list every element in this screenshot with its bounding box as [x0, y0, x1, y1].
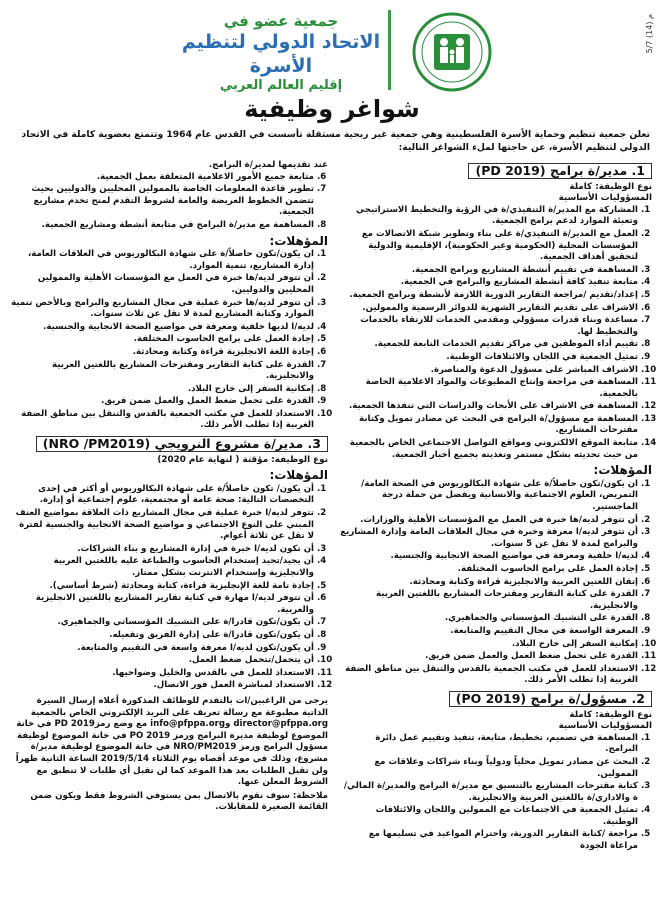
list-item: 9. القدرة على تحمل ضغط العمل والعمل ضمن فريق. [10, 396, 314, 408]
position-3-qualifications [10, 484, 328, 692]
list-item: 12. الاستعداد للعمل في مكتب الجمعية بالقدس والتنقل بين مناطق الضفة الغربية إذا تطلب الأمر ذلك. [340, 664, 638, 687]
list-item: 2. أن تتوفر لديه/ها خبرة في العمل مع المؤسسات الأهلية والممولين المحليين والدوليين. [10, 273, 314, 296]
list-item: 4. تمثيل الجمعية في الاجتماعات مع الممولين واللجان والائتلافات الوطنية. [340, 805, 638, 828]
header-divider [388, 10, 391, 90]
list-item: 8. أن يكون/تكون قادرا/ة على إدارة الفريق وتفعيله. [10, 630, 314, 642]
position-2-qual-heading: المؤهلات: [269, 233, 328, 248]
list-item: 4. لديه/ا لديها خلفية ومعرفة في مواضيع الصحة الانجابية والجنسية. [10, 322, 314, 334]
position-2-title: 2. مسؤول/ة برامج (PO 2019) [449, 691, 652, 707]
continuation-line: عند تقديمها لمدير/ة البرامج. [208, 160, 328, 170]
region-text: إقليم العالم العربي [219, 78, 343, 93]
list-item: 7. القدرة على كتابة التقارير ومقترحات المشاريع باللغتين العربية والانجليزية. [340, 589, 638, 612]
list-item: 2. أن تتوفر لديه/ها خبرة في العمل مع المؤسسات الأهلية والوزارات. [340, 515, 638, 527]
position-1-responsibilities [340, 205, 652, 461]
page-reference: م (14) 5/7 [645, 14, 654, 54]
position-2-qualifications [10, 249, 328, 432]
list-item: 11. الاستعداد للعمل في بالقدس والخليل وضواحيها. [10, 668, 314, 680]
list-item: 6. إتقان اللغتين العربية والانجليزية قراءة وكتابة ومحادثة. [340, 577, 638, 589]
list-item: 14. متابعة الموقع الالكتروني ومواقع التواصل الاجتماعي الخاص بالجمعية من حيث تحديثه بشكل مستمر وتغذيته بجميع أخبار الجمعية. [340, 438, 638, 461]
list-item: 8. المساهمة مع مدير/ة البرامج في متابعة أنشطة ومشاريع الجمعية. [10, 220, 314, 232]
list-item: 3. أن تكون لديه/ا خبرة في إدارة المشاريع و بناء الشراكات. [10, 544, 314, 556]
list-item: 12. الاستعداد لمباشرة العمل فور الاتصال. [10, 680, 314, 692]
list-item: 10. الاشراف المباشر على مسؤول الدعوة والمناصرة. [340, 365, 638, 377]
list-item: 3. كتابة مقترحات المشاريع بالتنسيق مع مدير/ة البرامج والمدير/ة المالي/ة والاداري/ة باللغتين العربية والانجليزية. [340, 781, 638, 804]
list-item: 3. أن تتوفر لديه/ها خبرة عملية في مجال المشاريع والبرامج وبالأخص تنمية الموارد وكتابة المشاريع لمدة لا تقل عن ثلاث سنوات. [10, 298, 314, 321]
list-item: 5. إجادة العمل على برامج الحاسوب المختلفة. [340, 564, 638, 576]
list-item: 3. أن تتوفر لديه/ا معرفة وخبرة في مجال العلاقات العامة وإدارة المشاريع والبرامج لمدة لا تقل عن 5 سنوات. [340, 527, 638, 550]
list-item: 1. المشاركة مع المدير/ة التنفيذي/ة في الرؤية والتخطيط الاستراتيجي وتعبئة الموارد لدعم برامج الجمعية. [340, 205, 638, 228]
list-item: 4. لديه/ا خلفية ومعرفة في مواضيع الصحة الانجابية والجنسية. [340, 551, 638, 563]
list-item: 2. تتوفر لديه/ا خبرة عملية في مجال المشاريع ذات العلاقة بمواضيع العنف المبني على النوع الاجتماعي و مواضيع الصحة الانجابية والجنسية لفترة لا تقل عن ثلاثة أعوام. [10, 508, 314, 543]
position-1-qualifications [340, 479, 652, 687]
position-1-title: 1. مدير/ة برامج (PD 2019) [468, 163, 652, 179]
list-item: 11. القدرة على تحمل ضغط العمل والعمل ضمن فريق. [340, 651, 638, 663]
page-title: شواغر وظيفية [244, 95, 420, 123]
right-column [340, 160, 652, 854]
list-item: 12. المساهمة في الاشراف على الأبحاث والدراسات التي تنفذها الجمعية. [340, 401, 638, 413]
position-2-responsibilities [340, 733, 652, 853]
left-column [10, 160, 328, 814]
list-item: 7. مساعدة وبناء قدرات مسؤولي ومقدمي الخدمات للارتقاء بالخدمات والتخطيط لها. [340, 315, 638, 338]
list-item: 5. إجادة تامة للغة الإنجليزية قراءة، كتابة ومحادثة (شرط أساسي). [10, 581, 314, 593]
list-item: 7. القدرة على كتابة التقارير ومقترحات المشاريع باللغتين العربية والانجليزية. [10, 360, 314, 383]
member-of-text: جمعية عضو في [223, 12, 339, 30]
position-2-job-type: نوع الوظيفة: كاملة [569, 709, 652, 720]
list-item: 8. تقييم أداء الموظفين في مراكز تقديم الخدمات التابعة للجمعية. [340, 339, 638, 351]
position-1-resp-heading: المسؤوليات الأساسية [558, 193, 652, 204]
list-item: 7. تطوير قاعدة المعلومات الخاصة بالممولين المحليين والدوليين بحيث تتضمن الخطوط العريضة والعامة لشروط التقدم لمنح تخدم مشاريع الجمعية. [10, 184, 314, 219]
list-item: 6. إجادة اللغة الانجليزية قراءة وكتابة ومحادثة. [10, 347, 314, 359]
note-text: ملاحظة: سوف نقوم بالاتصال بمن يستوفي الشروط فقط ويكون ضمن القائمة الصغيرة للمقابلات. [30, 790, 328, 813]
list-item: 4. أن يجيد/تجيد إستخدام الحاسوب والطباعة عليه باللغتين العربية والانجليزية وإستخدام الانترنت بشكل ممتاز. [10, 556, 314, 579]
list-item: 10. أن يتحمل/تتحمل ضغط العمل. [10, 655, 314, 667]
list-item: 10. الاستعداد للعمل في مكتب الجمعية بالقدس والتنقل بين مناطق الضفة الغربية إذا تطلب الأمر ذلك. [10, 409, 314, 432]
position-3-job-type: نوع الوظيفة: مؤقتة ( لنهاية عام 2020) [157, 454, 328, 465]
list-item: 6. الاشراف على تقديم التقارير الشهرية للدوائر الرسمية والممولين. [340, 303, 638, 315]
list-item: 2. العمل مع المدير/ة التنفيذي/ة على بناء وتطوير شبكة الاتصالات مع المؤسسات المحلية (الحكومية وغير الحكومية)، الإقليمية والدولية لتحقيق أهداف الجمعية. [340, 229, 638, 264]
list-item: 5. إجادة العمل على برامج الحاسوب المختلفة. [10, 334, 314, 346]
list-item: 10. إمكانية السفر إلى خارج البلاد. [340, 639, 638, 651]
ippf-logo [176, 12, 386, 93]
application-instructions: يرجى من الراغبين/ات بالتقدم للوظائف المذكورة أعلاه إرسال السيرة الذاتية مطبوعة مع رسالة تعريف على البريد الإلكتروني الخاص بالجمعية director@pfppa.org وinfo@pfppa.org مع وضع رمزPD 2019 في خانة الموضوع لوظيفة مديرة البرامج ورمز PO 2019 في خانة الموضوع لوظيفة مسؤول البرامج ورمز NRO/PM2019 في خانة الموضوع لوظيفة مدير/ة مشروع، وذلك في موعد أقصاه يوم الثلاثاء 2019/5/14 الساعة الثانية ظهراً ولن تقبل الطلبات بعد هذا الموعد كما لن تقبل أي طلبات لا تنطبق مع الشروط المعلن عنها. [15, 695, 328, 788]
position-2-resp-heading: المسؤوليات الأساسية [558, 721, 652, 732]
list-item: 9. أن يكون/تكون لديه/ا معرفة واسعة في التقييم والمتابعة. [10, 643, 314, 655]
list-item: 6. متابعة جميع الأمور الاعلامية المتعلقة بعمل الجمعية. [10, 172, 314, 184]
position-1-job-type: نوع الوظيفة: كاملة [569, 181, 652, 192]
list-item: 5. مراجعة /كتابة التقارير الدورية، واحترام المواعيد في تسليمها مع مراعاة الجودة [340, 829, 638, 852]
position-2-responsibilities-cont [10, 172, 328, 232]
list-item: 8. القدرة على التشبيك المؤسساتي والجماهيري. [340, 613, 638, 625]
list-item: 1. المساهمة في تصميم، تخطيط، متابعة، تنفيذ وتقييم عمل دائرة البرامج. [340, 733, 638, 756]
position-3-qual-heading: المؤهلات: [269, 468, 328, 483]
position-1-qual-heading: المؤهلات: [593, 463, 652, 478]
list-item: 4. متابعة تنفيذ كافة أنشطة المشاريع والبرامج في الجمعية. [340, 277, 638, 289]
list-item: 1. أن يكون/ تكون حاصلاً/ة على شهادة البكالوريوس أو أكثر في إحدى التخصصات التالية: صحة عامة أو مجتمعية، علوم إجتماعية أو إدارة. [10, 484, 314, 507]
list-item: 8. إمكانية السفر إلى خارج البلاد. [10, 384, 314, 396]
pfppa-logo-icon [407, 8, 497, 94]
list-item: 2. البحث عن مصادر تمويل محلياً ودولياً وبناء شراكات وعلاقات مع الممولين. [340, 757, 638, 780]
list-item: 6. أن تتوفر لديه/ا مهارة في كتابة تقارير المشاريع باللغتين الانجليزية والعربية. [10, 593, 314, 616]
position-3-title: 3. مدير/ة مشروع النرويجي (NRO /PM2019) [36, 436, 328, 452]
list-item: 5. إعداد/تقديم /مراجعة التقارير الدورية اللازمة لأنشطة وبرامج الجمعية. [340, 290, 638, 302]
list-item: 13. المساهمة مع مسؤول/ة البرامج في البحث عن مصادر تمويل وكتابة مقترحات المشاريع. [340, 414, 638, 437]
header [0, 0, 664, 96]
list-item: 1. ان يكون/تكون حاصلاً/ة على شهادة البكالوريوس في العلاقات العامة، إدارة المشاريع، تنمية الموارد. [10, 249, 314, 272]
federation-name: الاتحاد الدولي لتنظيم الأسرة [181, 31, 381, 77]
list-item: 3. المساهمة في تقييم أنشطة المشاريع وبرامج الجمعية. [340, 265, 638, 277]
list-item: 11. المساهمة في مراجعة وإنتاج المطبوعات والمواد الاعلامية الخاصة بالجمعية. [340, 377, 638, 400]
list-item: 9. المعرفة الواسعة في مجال التقييم والمتابعة. [340, 626, 638, 638]
intro-paragraph: تعلن جمعية تنظيم وحماية الأسرة الفلسطينية وهي جمعية غير ربحية مستقلة تأسست في القدس عام 1964 وتتمتع بعضوية كاملة في الاتحاد الدولي لتنظيم الأسرة، عن حاجتها لملء الشواغر التالية: [21, 129, 650, 153]
list-item: 9. تمثيل الجمعية في اللجان والائتلافات الوطنية. [340, 352, 638, 364]
list-item: 7. أن يكون/تكون قادرا/ة على التشبيك المؤسساتي والجماهيري. [10, 617, 314, 629]
list-item: 1. ان يكون/تكون حاصلاً/ة على شهادة البكالوريوس في الصحة العامة/التمريض، العلوم الاجتماعية والانسانية ويفضل من حملة درجة الماجستير. [340, 479, 638, 514]
